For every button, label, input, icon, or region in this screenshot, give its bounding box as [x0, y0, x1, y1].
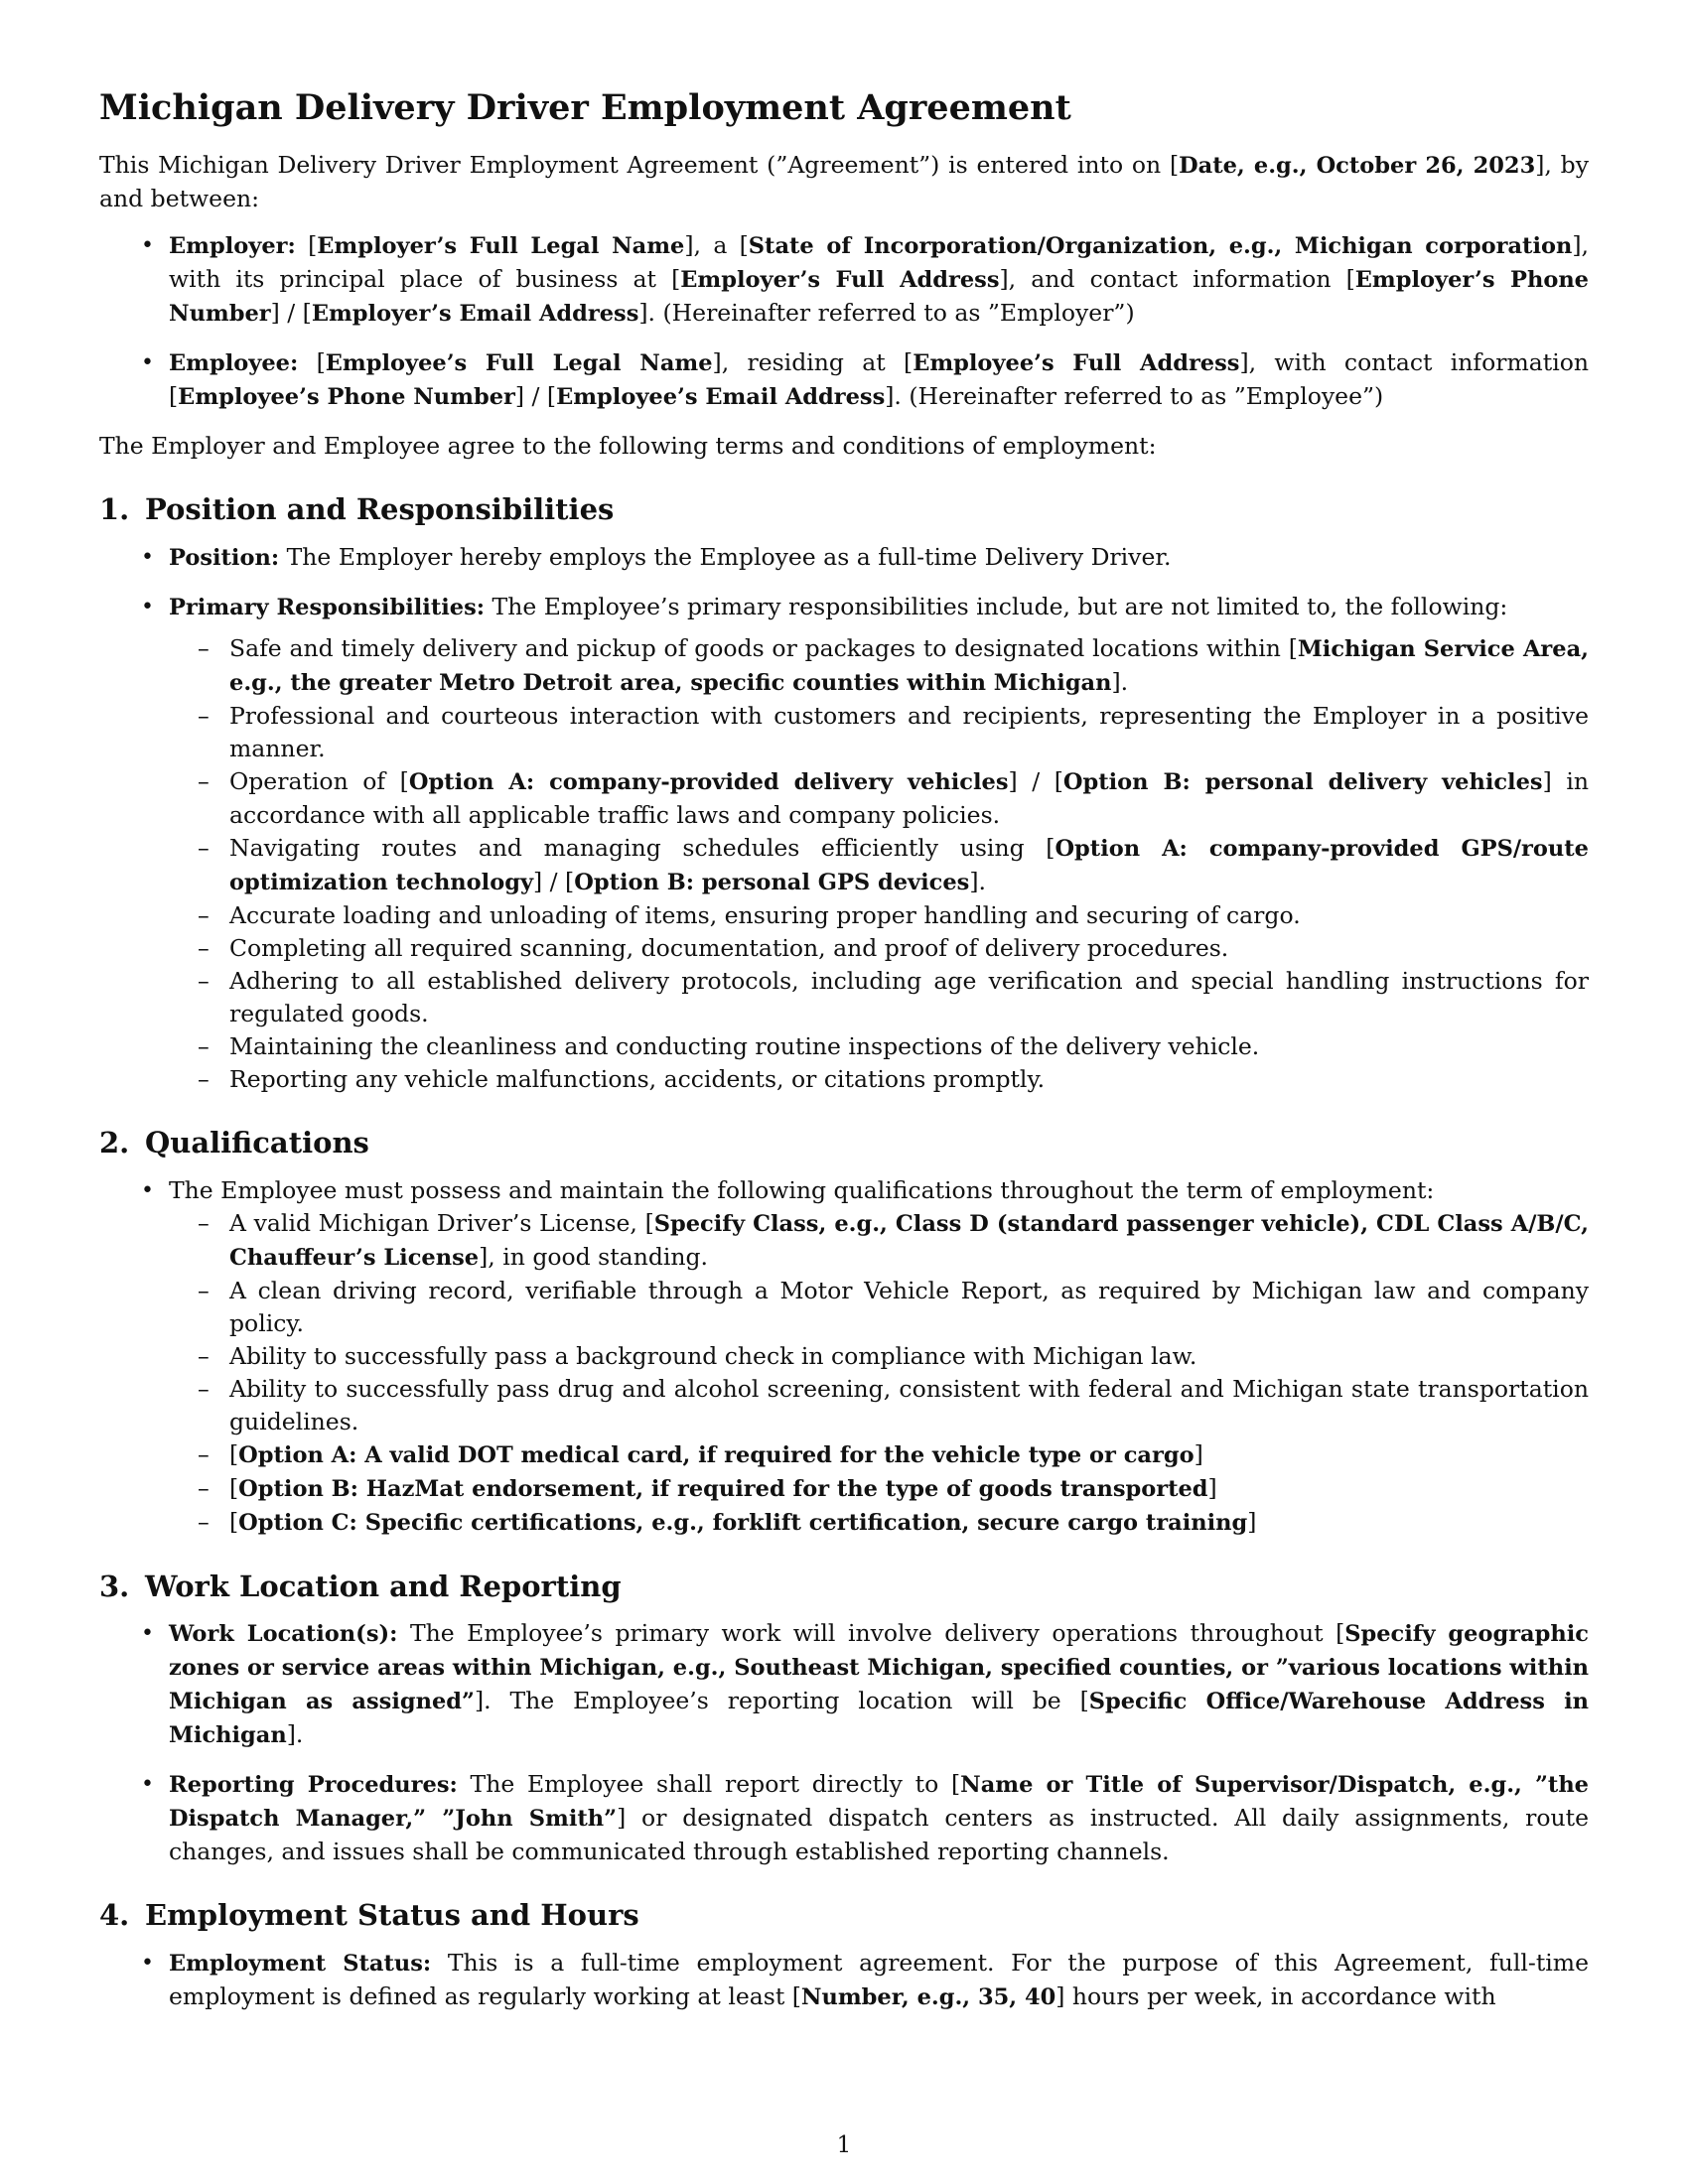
- responsibility-item: – Maintaining the cleanliness and conducting routine inspections of the delivery vehicle.: [169, 1030, 1589, 1063]
- party-employee: • Employee: [Employee’s Full Legal Name], residing at [Employee’s Full Address], with contact information [Employee’s Phone Number] / [Employee’s Email Address]. (Hereinafter referred to as ”Employee”): [99, 346, 1589, 414]
- responsibility-item: – Completing all required scanning, documentation, and proof of delivery procedures.: [169, 932, 1589, 965]
- qualification-item: – A clean driving record, verifiable through a Motor Vehicle Report, as required by Michigan law and company policy.: [169, 1275, 1589, 1340]
- responsibility-item: – Safe and timely delivery and pickup of goods or packages to designated locations within [Michigan Service Area, e.g., the greater Metro Detroit area, specific counties within Michigan].: [169, 632, 1589, 700]
- section-1-list: [99, 541, 1589, 1096]
- section-4-heading: 4. Employment Status and Hours: [99, 1898, 639, 1933]
- responsibilities-list: [169, 632, 1589, 1096]
- responsibility-item: – Adhering to all established delivery protocols, including age verification and special handling instructions for regulated goods.: [169, 965, 1589, 1030]
- page-number: 1: [836, 2132, 852, 2158]
- document-body: [99, 87, 1589, 2030]
- position-item: • Position: The Employer hereby employs the Employee as a full-time Delivery Driver.: [99, 541, 1589, 575]
- responsibility-item: – Accurate loading and unloading of items, ensuring proper handling and securing of cargo.: [169, 899, 1589, 932]
- responsibility-item: – Professional and courteous interaction with customers and recipients, representing the Employer in a positive manner.: [169, 700, 1589, 765]
- qualification-item: – [Option A: A valid DOT medical card, if required for the vehicle type or cargo]: [169, 1438, 1589, 1472]
- responsibility-item: – Operation of [Option A: company-provided delivery vehicles] / [Option B: personal delivery vehicles] in accordance with all applicable traffic laws and company policies.: [169, 765, 1589, 832]
- qualifications-item: • The Employee must possess and maintain the following qualifications throughout the term of employment: – A valid Michigan Driver’s License, [Specify Class, e.g., Class D (standard passenger vehicle), CDL Class A/B/C, Chauffeur’s License], in good standing. – A clean driving record, verifiable through a Motor Vehicle Report, as required by Michigan law and company policy. – Ability to successfully pass a background check in compliance with Michigan law. – Ability to successfully pass drug and alcohol screening, consistent with federal and Michigan state transportation guidelines. – [Option A: A valid DOT medical card, if required for the vehicle type or cargo] – [Option B: HazMat endorsement, if required for the type of goods transported] – [Option C: Specific certifications, e.g., forklift certification, secure cargo training]: [99, 1174, 1589, 1540]
- employer-state-placeholder: State of Incorporation/Organization, e.g., Michigan corporation: [748, 233, 1573, 259]
- section-2-list: [99, 1174, 1589, 1540]
- employer-email-placeholder: Employer’s Email Address: [311, 301, 639, 327]
- primary-responsibilities-item: • Primary Responsibilities: The Employee’s primary responsibilities include, but are not limited to, the following: – Safe and timely delivery and pickup of goods or packages to designated locations within [Michigan Service Area, e.g., the greater Metro Detroit area, specific counties within Michigan]. – Professional and courteous interaction with customers and recipients, representing the Employer in a positive manner. – Operation of [Option A: company-provided delivery vehicles] / [Option B: personal delivery vehicles] in accordance with all applicable traffic laws and company policies. – Navigating routes and managing schedules efficiently using [Option A: company-provided GPS/route optimization technology] / [Option B: personal GPS devices]. – Accurate loading and unloading of items, ensuring proper handling and securing of cargo. – Completing all required scanning, documentation, and proof of delivery procedures. – Adhering to all established delivery protocols, including age verification and special handling instructions for regulated goods. – Maintaining the cleanliness and conducting routine inspections of the delivery vehicle. – Reporting any vehicle malfunctions, accidents, or citations promptly.: [99, 591, 1589, 1096]
- section-3-heading: 3. Work Location and Reporting: [99, 1569, 622, 1603]
- responsibility-item: – Reporting any vehicle malfunctions, accidents, or citations promptly.: [169, 1063, 1589, 1096]
- parties-list: [99, 229, 1589, 414]
- qualification-item: – [Option C: Specific certifications, e.g., forklift certification, secure cargo training]: [169, 1506, 1589, 1540]
- responsibility-item: – Navigating routes and managing schedules efficiently using [Option A: company-provided GPS/route optimization technology] / [Option B: personal GPS devices].: [169, 832, 1589, 899]
- employee-name-placeholder: Employee’s Full Legal Name: [325, 350, 713, 376]
- intro-paragraph: This Michigan Delivery Driver Employment Agreement (”Agreement”) is entered into on [Date, e.g., October 26, 2023], by and between:: [99, 151, 1589, 212]
- qualification-item: – A valid Michigan Driver’s License, [Specify Class, e.g., Class D (standard passenger vehicle), CDL Class A/B/C, Chauffeur’s License], in good standing.: [169, 1207, 1589, 1275]
- section-4-list: [99, 1947, 1589, 2014]
- employer-address-placeholder: Employer’s Full Address: [680, 267, 1000, 293]
- qualification-item: – Ability to successfully pass a background check in compliance with Michigan law.: [169, 1340, 1589, 1373]
- section-3-list: [99, 1617, 1589, 1868]
- employee-phone-placeholder: Employee’s Phone Number: [178, 384, 515, 410]
- employee-email-placeholder: Employee’s Email Address: [556, 384, 886, 410]
- employer-phone-placeholder: Employer’s Phone Number: [169, 267, 1590, 327]
- section-2-heading: 2. Qualifications: [99, 1125, 369, 1160]
- employment-status-item: • Employment Status: This is a full-time employment agreement. For the purpose of this Agreement, full-time employment is defined as regularly working at least [Number, e.g., 35, 40] hours per week, in accordance with: [99, 1947, 1589, 2014]
- employee-address-placeholder: Employee’s Full Address: [913, 350, 1240, 376]
- employer-name-placeholder: Employer’s Full Legal Name: [317, 233, 685, 259]
- document-title: Michigan Delivery Driver Employment Agreement: [99, 87, 1071, 128]
- work-location-item: • Work Location(s): The Employee’s primary work will involve delivery operations throughout [Specify geographic zones or service areas within Michigan, e.g., Southeast Michigan, specified counties, or ”various locations within Michigan as assigned”]. The Employee’s reporting location will be [Specific Office/Warehouse Address in Michigan].: [99, 1617, 1589, 1752]
- section-1-heading: 1. Position and Responsibilities: [99, 492, 615, 526]
- qualification-item: – Ability to successfully pass drug and alcohol screening, consistent with federal and Michigan state transportation guidelines.: [169, 1373, 1589, 1438]
- party-employer: • Employer: [Employer’s Full Legal Name], a [State of Incorporation/Organization, e.g., Michigan corporation], with its principal place of business at [Employer’s Full Address], and contact information [Employer’s Phone Number] / [Employer’s Email Address]. (Hereinafter referred to as ”Employer”): [99, 229, 1589, 331]
- qualification-item: – [Option B: HazMat endorsement, if required for the type of goods transported]: [169, 1472, 1589, 1506]
- reporting-procedures-item: • Reporting Procedures: The Employee shall report directly to [Name or Title of Supervisor/Dispatch, e.g., ”the Dispatch Manager,” ”John Smith”] or designated dispatch centers as instructed. All daily assignments, route changes, and issues shall be communicated through established reporting channels.: [99, 1768, 1589, 1868]
- date-placeholder: Date, e.g., October 26, 2023: [1179, 153, 1536, 179]
- qualifications-list: [169, 1207, 1589, 1540]
- agreement-terms-intro: The Employer and Employee agree to the following terms and conditions of employment:: [99, 432, 1157, 460]
